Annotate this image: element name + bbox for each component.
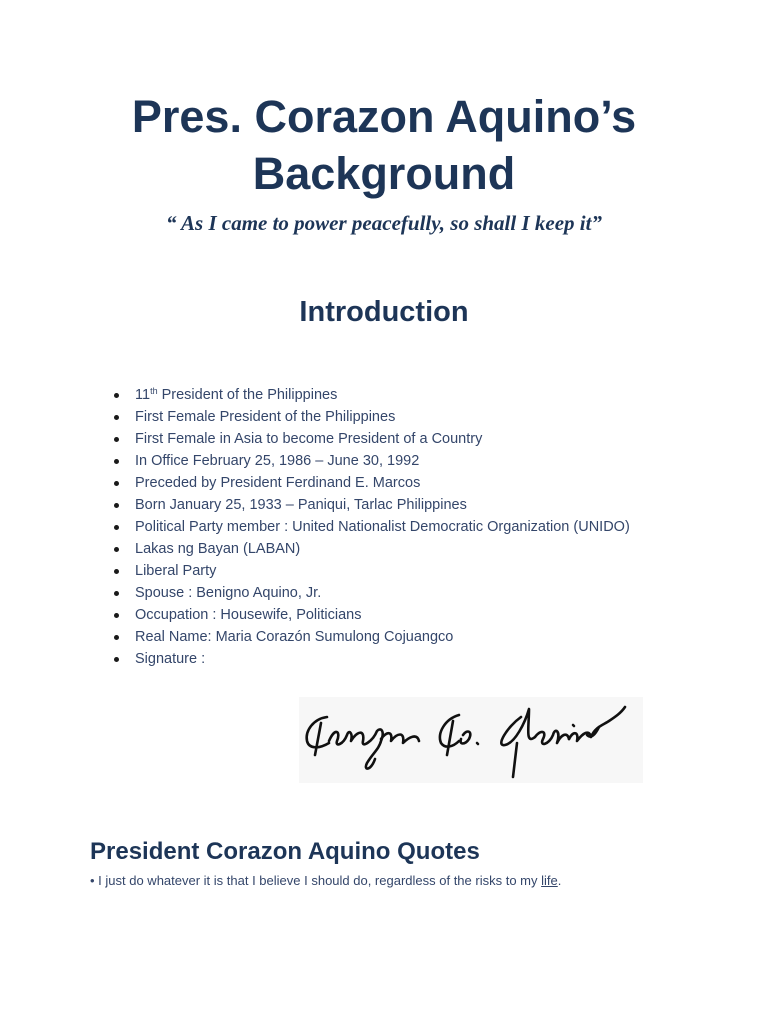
introduction-heading: Introduction — [299, 296, 469, 328]
ordinal-number: 11 — [135, 387, 151, 403]
quote-text: I just do whatever it is that I believe I should do, regardless of the risks to my — [98, 873, 542, 888]
fact-item: In Office February 25, 1986 – June 30, 1992 — [135, 450, 755, 472]
fact-item: First Female in Asia to become President of a Country — [135, 428, 755, 450]
fact-item: Political Party member : United Nationalist Democratic Organization (UNIDO) — [135, 516, 755, 538]
subtitle-quote: “ As I came to power peacefully, so shall I keep it” — [166, 211, 602, 235]
ordinal-suffix: th — [150, 386, 158, 396]
fact-item: Occupation : Housewife, Politicians — [135, 604, 755, 626]
quote-end: . — [557, 873, 562, 888]
fact-item: First Female President of the Philippines — [135, 406, 755, 428]
facts-list — [135, 384, 755, 670]
page-title-line-2: Background — [252, 148, 516, 199]
page-title — [0, 88, 768, 202]
fact-item: Spouse : Benigno Aquino, Jr. — [135, 582, 755, 604]
fact-item: Real Name: Maria Corazón Sumulong Cojuangco — [135, 626, 755, 648]
quote-bullet: • — [90, 873, 99, 888]
fact-item-text: President of the Philippines — [157, 387, 338, 403]
quote-item — [90, 872, 561, 890]
quotes-heading: President Corazon Aquino Quotes — [90, 838, 480, 865]
fact-item-ordinal — [135, 384, 755, 406]
fact-item: Signature : — [135, 648, 755, 670]
fact-item: Preceded by President Ferdinand E. Marcos — [135, 472, 755, 494]
fact-item: Lakas ng Bayan (LABAN) — [135, 538, 755, 560]
signature-drawing — [299, 697, 643, 783]
fact-item: Born January 25, 1933 – Paniqui, Tarlac Philippines — [135, 494, 755, 516]
signature-image — [299, 697, 643, 783]
page-title-line-1: Pres. Corazon Aquino’s — [131, 91, 637, 142]
life-link[interactable]: life — [541, 873, 558, 888]
fact-item: Liberal Party — [135, 560, 755, 582]
